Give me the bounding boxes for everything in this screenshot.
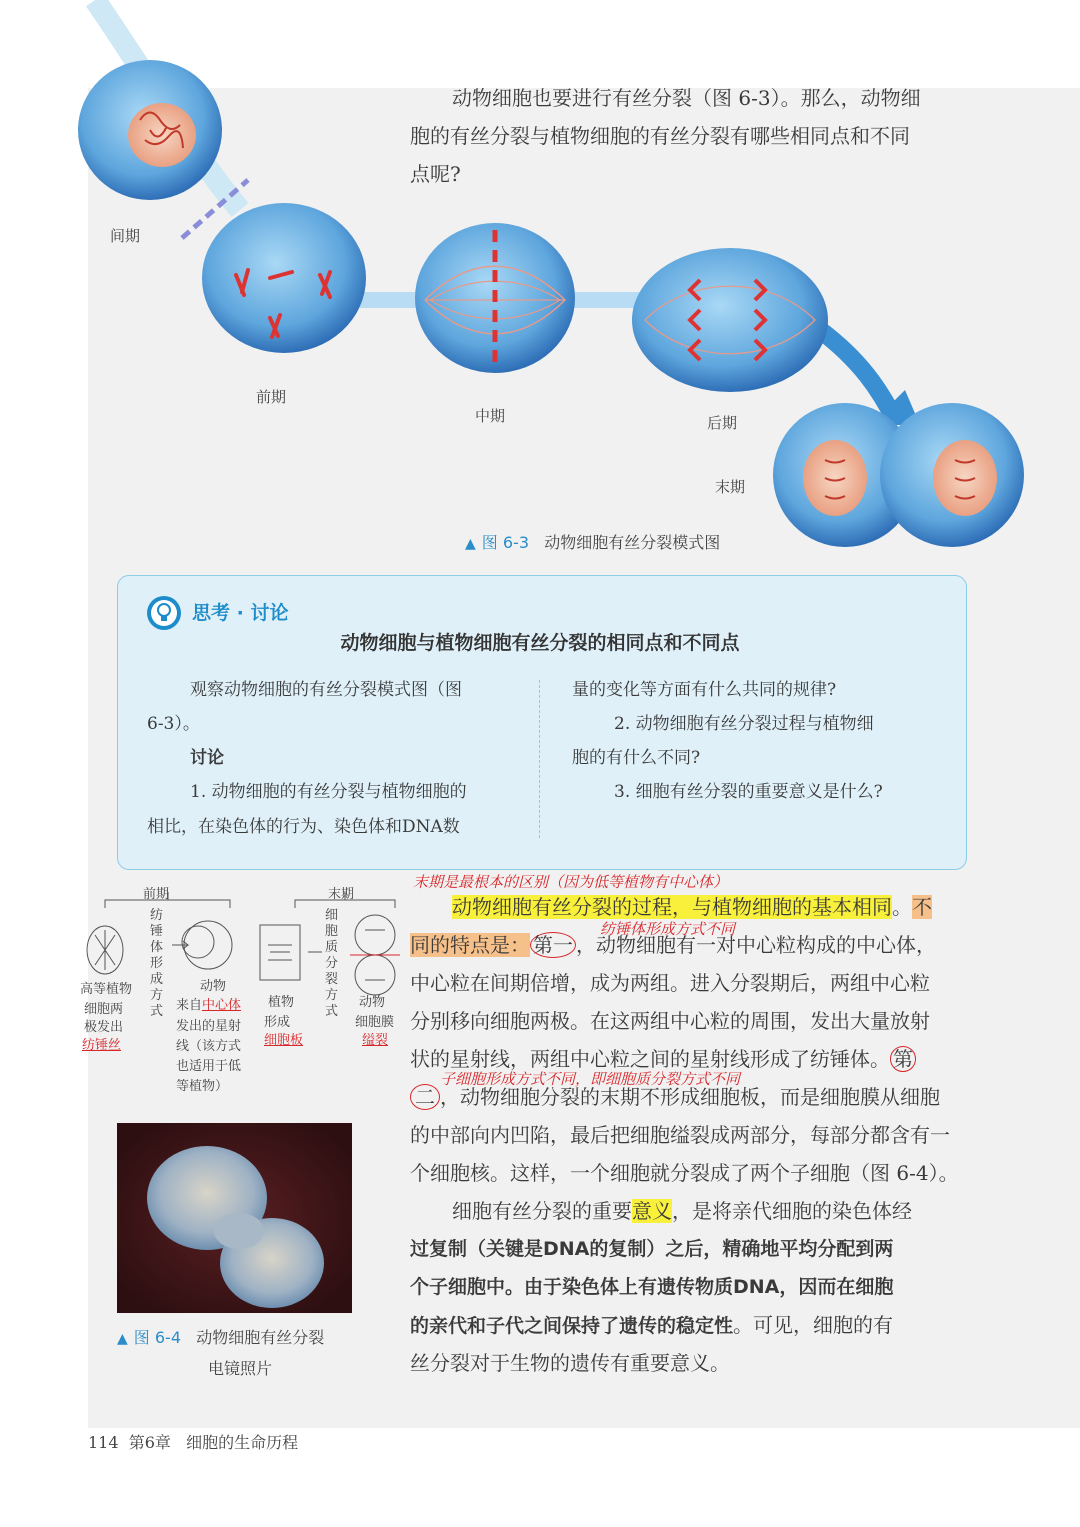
discussion-right-line: 量的变化等方面有什么共同的规律?	[572, 680, 837, 700]
body-line-5: 状的星射线，两组中心粒之间的星射线形成了纺锤体。 第	[410, 1040, 916, 1078]
figure-6-4-micrograph	[117, 1123, 352, 1313]
sketch-animal2-desc: 细胞膜	[355, 1015, 395, 1030]
annotation-note-1: 末期是最根本的区别（因为低等植物有中心体）	[413, 873, 729, 891]
sketch-animal-desc: 也适用于低	[176, 1059, 242, 1074]
stage-label-metaphase: 中期	[475, 407, 506, 425]
figure-6-4-caption-line-2: 电镜照片	[208, 1359, 273, 1378]
discussion-left-line: 6-3）。	[147, 714, 200, 734]
circled-text: 第	[890, 1046, 916, 1072]
body-line-6: 二 ，动物细胞分裂的末期不形成细胞板，而是细胞膜从细胞	[410, 1078, 940, 1116]
triangle-icon: ▲	[465, 536, 476, 552]
page-footer	[88, 1430, 298, 1453]
sketch-plant-label: 细胞两	[84, 1002, 124, 1017]
sketch-animal-label: 动物	[200, 979, 227, 994]
sketch-animal-desc: 线（该方式	[176, 1039, 242, 1054]
body-line-7: 的中部向内凹陷，最后把细胞缢裂成两部分，每部分都含有一	[410, 1123, 950, 1147]
figure-number: 图 6-4	[133, 1328, 182, 1347]
circled-text: 第一	[530, 932, 576, 958]
body-line-13: 丝分裂对于生物的遗传有重要意义。	[410, 1351, 730, 1375]
interphase-cell	[78, 60, 222, 200]
figure-6-4-caption	[117, 1325, 324, 1348]
discussion-right-line: 2. 动物细胞有丝分裂过程与植物细	[614, 714, 874, 734]
chapter-title: 细胞的生命历程	[186, 1433, 299, 1452]
stage-label-anaphase: 后期	[707, 414, 738, 432]
sketch-animal-src: 来自中心体	[176, 998, 242, 1013]
body-line-1: 动物细胞有丝分裂的过程，与植物细胞的基本相同。不	[452, 895, 932, 919]
sketch-plant-label: 极发出	[84, 1020, 124, 1035]
intro-line-3: 点呢?	[410, 162, 461, 186]
sketch-animal-desc: 等植物）	[176, 1079, 229, 1094]
discussion-left-line: 1. 动物细胞的有丝分裂与植物细胞的	[190, 782, 467, 802]
body-line-9: 细胞有丝分裂的重要意义，是将亲代细胞的染色体经	[452, 1199, 912, 1223]
triangle-icon: ▲	[117, 1331, 128, 1347]
body-line-2: 同的特点是： 第一 ，动物细胞有一对中心粒构成的中心体，	[410, 933, 936, 957]
intro-line-2: 胞的有丝分裂与植物细胞的有丝分裂有哪些相同点和不同	[410, 124, 910, 148]
sketch-spindle-way: 纺锤体形成方式	[150, 908, 164, 1019]
sketch-cyto-way: 细胞质分裂方式	[325, 908, 339, 1019]
body-line-3: 中心粒在间期倍增，成为两组。进入分裂期后，两组中心粒	[410, 971, 930, 995]
figure-caption-text: 动物细胞有丝分裂模式图	[544, 533, 721, 552]
prophase-cell	[202, 203, 366, 353]
sketch-plant-fill: 纺锤丝	[82, 1038, 122, 1053]
metaphase-cell	[415, 223, 575, 373]
circled-text: 二	[410, 1084, 440, 1110]
figure-caption-text: 动物细胞有丝分裂	[196, 1328, 325, 1347]
sketch-plant2-fill: 细胞板	[264, 1033, 304, 1048]
discussion-right-line: 3. 细胞有丝分裂的重要意义是什么?	[614, 782, 883, 802]
annotation-note-3: 子细胞形成方式不同，即细胞质分裂方式不同	[440, 1070, 741, 1088]
annotation-note-2: 纺锤体形成方式不同	[600, 920, 736, 938]
discussion-subheading: 讨论	[190, 748, 224, 768]
body-line-4: 分别移向细胞两极。在这两组中心粒的周围，发出大量放射	[410, 1009, 930, 1033]
figure-6-3-caption	[465, 530, 720, 553]
body-line-8: 个细胞核。这样，一个细胞就分裂成了两个子细胞（图 6-4）。	[410, 1161, 959, 1185]
discussion-divider	[539, 680, 540, 838]
sketch-prophase-label: 前期	[143, 887, 170, 902]
discussion-left-line: 相比，在染色体的行为、染色体和DNA数	[147, 817, 460, 837]
intro-line-1: 动物细胞也要进行有丝分裂（图 6-3）。那么，动物细	[452, 86, 921, 110]
sketch-plant2-form: 形成	[264, 1015, 291, 1030]
lightbulb-icon	[146, 595, 182, 631]
figure-number: 图 6-3	[481, 533, 530, 552]
body-line-11: 个子细胞中。由于染色体上有遗传物质DNA，因而在细胞	[410, 1276, 894, 1298]
sketch-animal2-label: 动物	[359, 995, 386, 1010]
page-number: 114	[88, 1433, 119, 1452]
sketch-animal-desc: 发出的星射	[176, 1019, 242, 1034]
discussion-tag: 思考 · 讨论	[192, 602, 289, 624]
discussion-right-line: 胞的有什么不同?	[572, 748, 701, 768]
stage-label-prophase: 前期	[256, 388, 287, 406]
body-line-12: 的亲代和子代之间保持了遗传的稳定性。可见，细胞的有	[410, 1313, 894, 1337]
chapter-number: 第6章	[128, 1433, 171, 1452]
stage-label-telophase: 末期	[715, 478, 746, 496]
discussion-left-line: 观察动物细胞的有丝分裂模式图（图	[190, 680, 462, 700]
body-line-10: 过复制（关键是DNA的复制）之后，精确地平均分配到两	[410, 1238, 894, 1260]
sketch-plant-label: 高等植物	[80, 982, 133, 997]
stage-label-interphase: 间期	[110, 227, 141, 245]
sketch-plant2-label: 植物	[268, 995, 295, 1010]
anaphase-cell	[632, 248, 828, 392]
sketch-telophase-label: 末期	[328, 887, 355, 902]
discussion-heading: 动物细胞与植物细胞有丝分裂的相同点和不同点	[340, 632, 740, 654]
sketch-animal2-fill: 缢裂	[362, 1033, 389, 1048]
